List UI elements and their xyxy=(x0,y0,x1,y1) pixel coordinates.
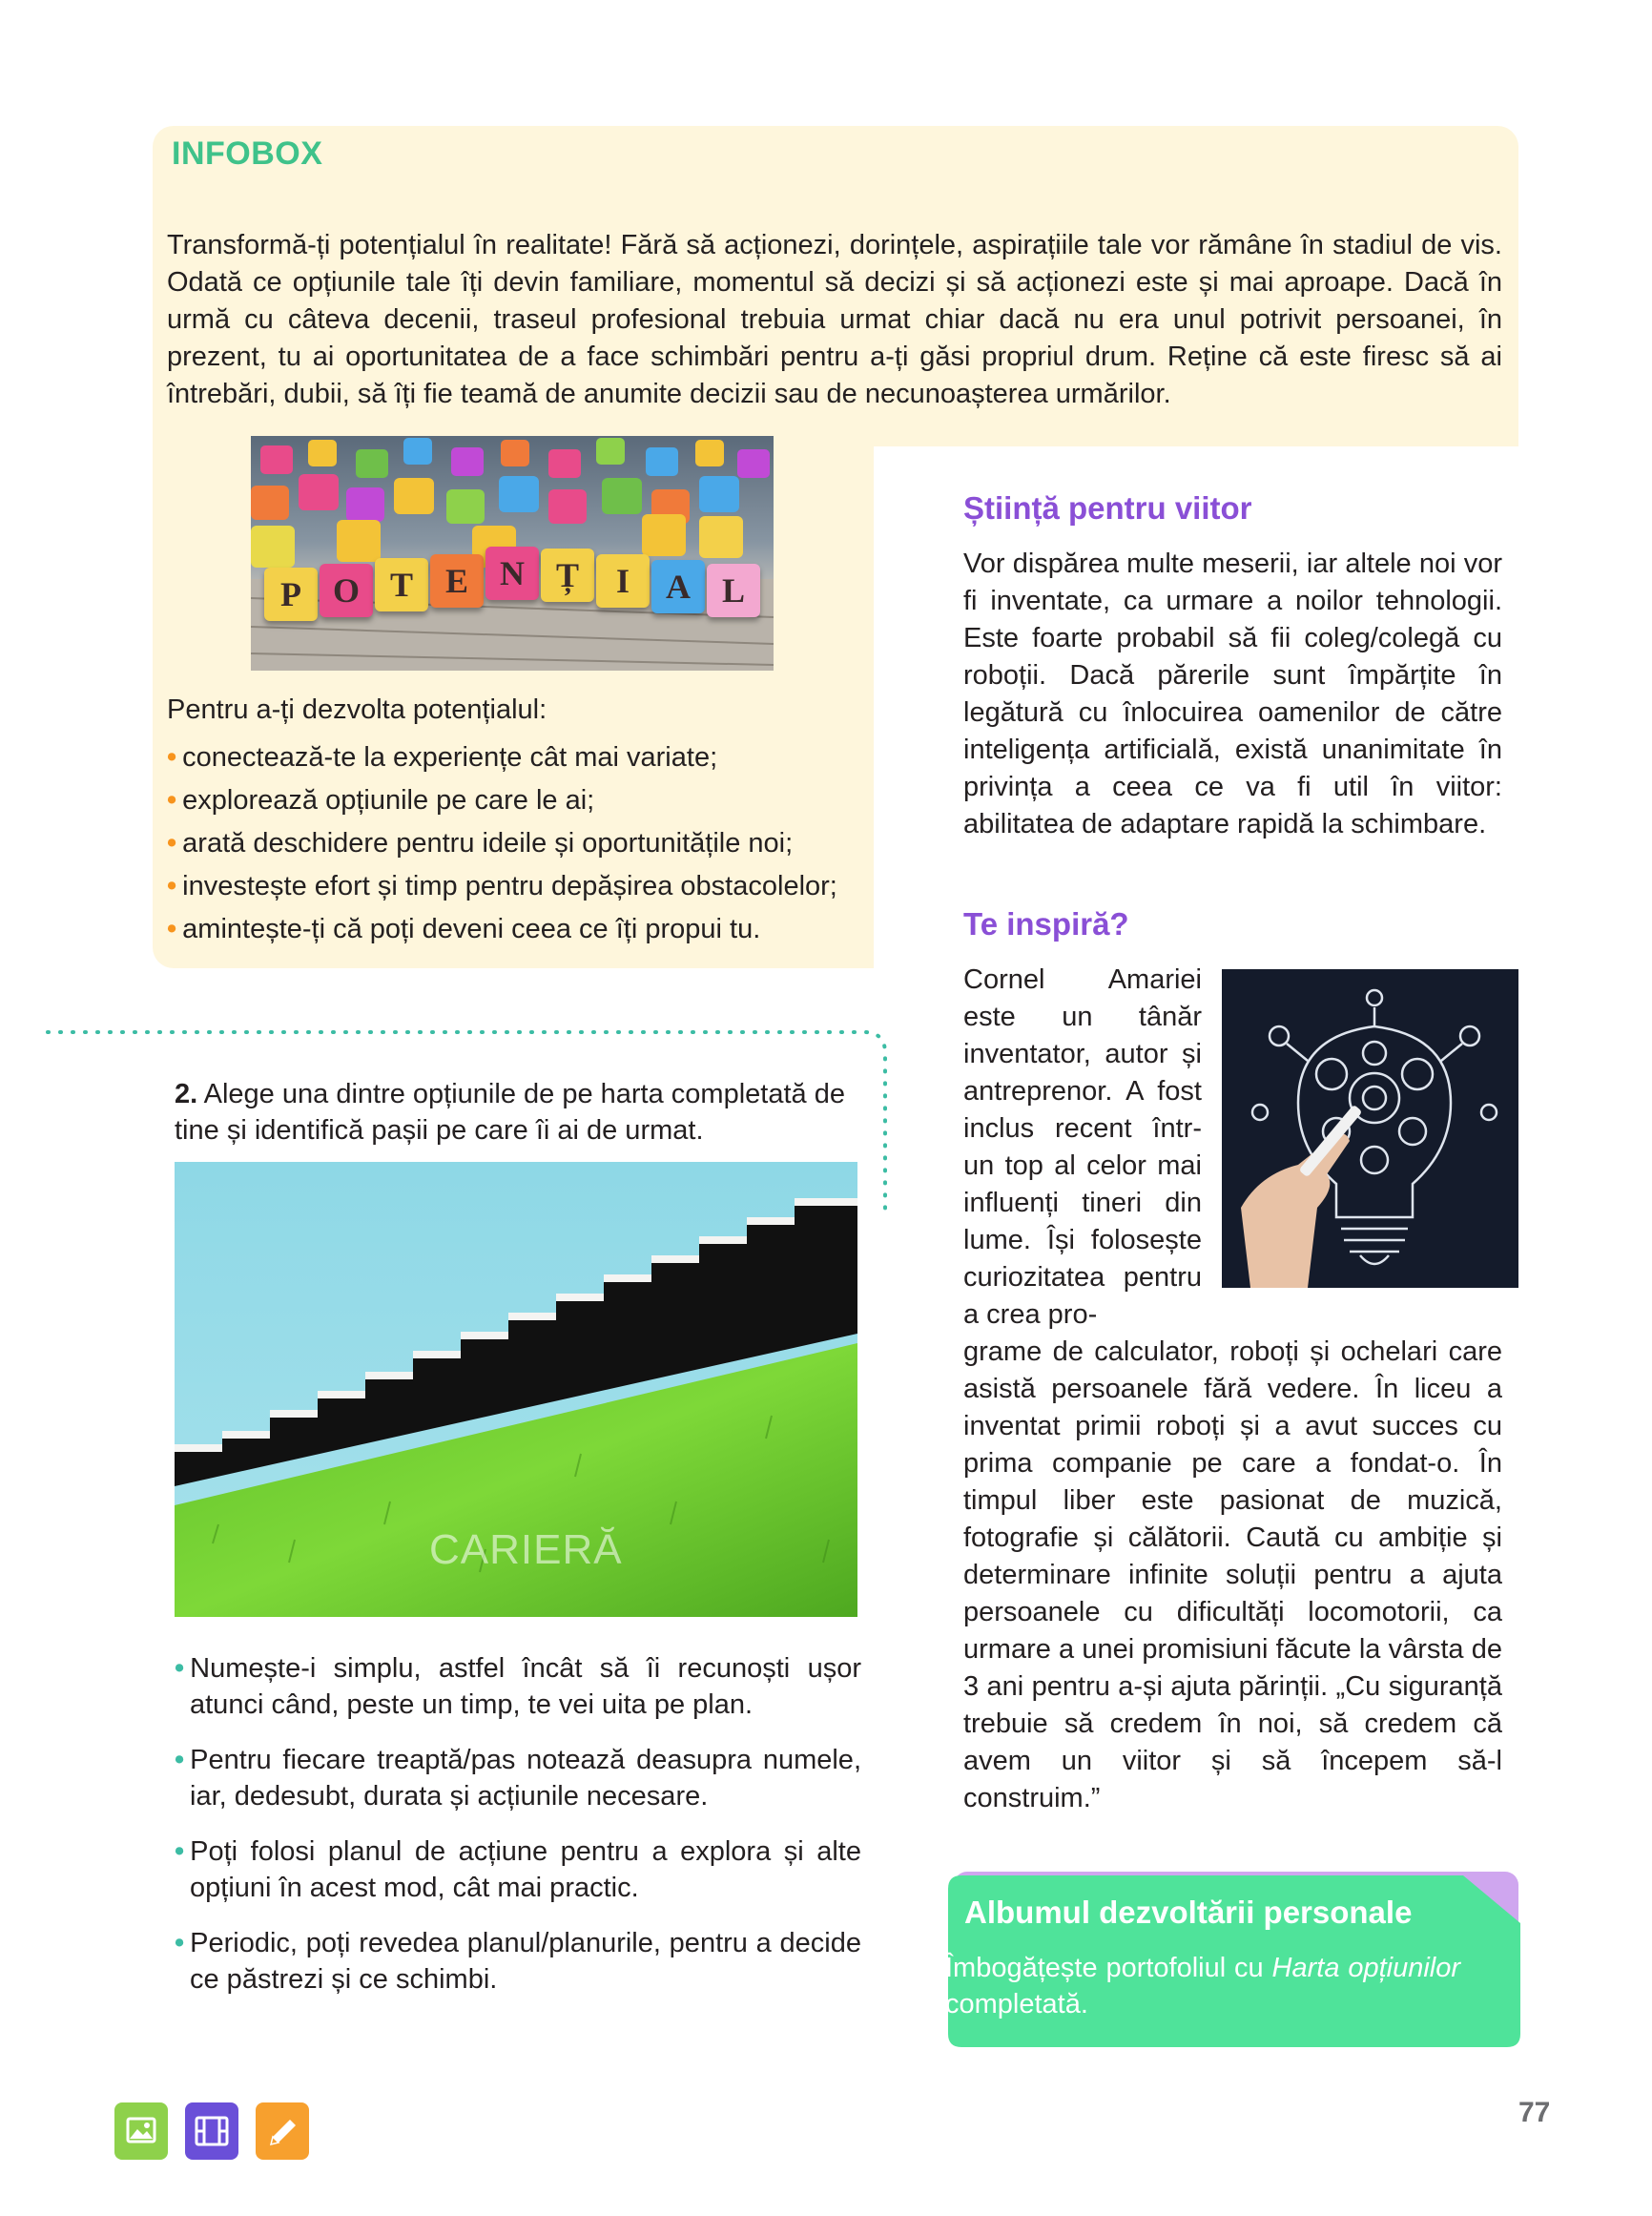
cube-letter-l: L xyxy=(721,571,745,610)
cube-letter-a: A xyxy=(666,568,691,606)
list-item: • Periodic, poți revedea planul/planurile, pentru a decide ce păstrezi și ce schimbi. xyxy=(175,1928,861,1995)
film-icon-glyph xyxy=(185,2102,238,2160)
develop-intro: Pentru a-ți dezvolta potențialul: xyxy=(167,694,547,725)
cube-letter-i: I xyxy=(615,562,630,600)
bullet-icon: • xyxy=(167,914,177,944)
bullet-icon: • xyxy=(175,1928,185,1958)
career-label: CARIERĂ xyxy=(429,1526,623,1573)
cube-letter-e: E xyxy=(444,562,468,600)
cube-letter-t: T xyxy=(389,566,413,604)
inspire-text-narrow: Cornel Amariei este un tânăr inventator, autor și antreprenor. A fost inclus recent într-un top al celor mai influenți tineri din lume. Își folosește curiozitatea pentru a crea pro- xyxy=(963,964,1202,1330)
infobox-text: Transformă-ți potențialul în realitate! Fără să acționezi, dorințele, aspirațiile tale vor rămâne în stadiul de vis. Odată ce opțiunile tale îți devin familiare, momentul să decizi și să acționezi este și mai aproape. Dacă în urmă cu câteva decenii, traseul profesional trebuia urmat chiar dacă nu era unul potrivit persoanei, în prezent, tu ai oportunitatea de a face schimbări pentru a-ți găsi propriul drum. Reține că este firesc să ai întrebări, dubii, să îți fie teamă de anumite decizii sau de necunoașterea urmărilor. xyxy=(167,230,1502,409)
cube-letter-o: O xyxy=(332,571,360,610)
list-item: • Pentru fiecare treaptă/pas notează deasupra numele, iar, dedesubt, durata și acțiunile necesare. xyxy=(175,1745,861,1812)
lightbulb-drawing-image xyxy=(1222,969,1518,1288)
infobox-title: INFOBOX xyxy=(172,135,323,172)
list-item: • Numește-i simplu, astfel încât să îi recunoști ușor atunci când, peste un timp, te vei uita pe plan. xyxy=(175,1653,861,1720)
bullet-icon: • xyxy=(175,1836,185,1867)
bullet-icon: • xyxy=(175,1653,185,1684)
inspire-text-wide: grame de calculator, roboți și ochelari care asistă persoanele fără vedere. În liceu a inventat primii roboți și a avut succes cu prima companie pe care a fondat-o. În timpul liber este pasionat de muzică, fotografie și călătorii. Caută cu ambiție și determinare infinite soluții pentru a ajuta persoanele cu dificultăți locomotorii, ca urmare a unei promisiuni făcute la vârsta de 3 ani pentru a-și ajuta părinții. „Cu siguranță trebuie să credem în noi, să credem că avem un viitor și să începem să-l construim.” xyxy=(963,1336,1502,1813)
image-icon[interactable] xyxy=(114,2102,168,2160)
develop-list xyxy=(167,736,873,951)
film-icon[interactable] xyxy=(185,2102,238,2160)
list-item: • explorează opțiunile pe care le ai; xyxy=(167,785,595,816)
album-text: Îmbogățește portofoliul cu Harta opțiunilor completată. xyxy=(945,1953,1460,2019)
inspire-title: Te inspiră? xyxy=(963,906,1129,942)
pencil-icon-glyph xyxy=(256,2102,309,2160)
cube-letter-n: N xyxy=(500,554,525,592)
potential-cubes-image xyxy=(251,436,774,671)
bullet-icon: • xyxy=(167,828,177,859)
page-number: 77 xyxy=(1518,2097,1551,2128)
list-item: • arată deschidere pentru ideile și oportunitățile noi; xyxy=(167,828,794,859)
task-2-text: 2. Alege una dintre opțiunile de pe harta completată de tine și identifică pașii pe care îi ai de urmat. xyxy=(175,1079,845,1146)
bullet-icon: • xyxy=(167,785,177,816)
bullet-icon: • xyxy=(167,871,177,901)
list-item: • conectează-te la experiențe cât mai variate; xyxy=(167,742,718,773)
cube-letter-t-comma: Ț xyxy=(555,556,579,594)
science-title: Știință pentru viitor xyxy=(963,490,1252,526)
science-text: Vor dispărea multe meserii, iar altele noi vor fi inventate, ca urmare a noilor tehnologii. Este foarte probabil să fii coleg/colegă cu roboții. Dacă părerile sunt împărțite în legătură cu înlocuirea oamenilor de către inteligența artificială, există unanimitate în privința a ceea ce va fi util în viitor: abilitatea de adaptare rapidă la schimbare. xyxy=(963,549,1502,839)
list-item: • investește efort și timp pentru depășirea obstacolelor; xyxy=(167,871,837,901)
bullet-icon: • xyxy=(175,1745,185,1775)
cube-letter-p: P xyxy=(280,575,301,613)
lightbulb-graphic xyxy=(1222,969,1518,1288)
steps-list xyxy=(175,1650,861,2017)
image-icon-glyph xyxy=(114,2102,168,2160)
bullet-icon: • xyxy=(167,742,177,773)
pencil-icon[interactable] xyxy=(256,2102,309,2160)
list-item: • Poți folosi planul de acțiune pentru a explora și alte opțiuni în acest mod, cât mai practic. xyxy=(175,1836,861,1903)
album-title: Albumul dezvoltării personale xyxy=(964,1895,1413,1930)
list-item: • amintește-ți că poți deveni ceea ce îți propui tu. xyxy=(167,914,761,944)
